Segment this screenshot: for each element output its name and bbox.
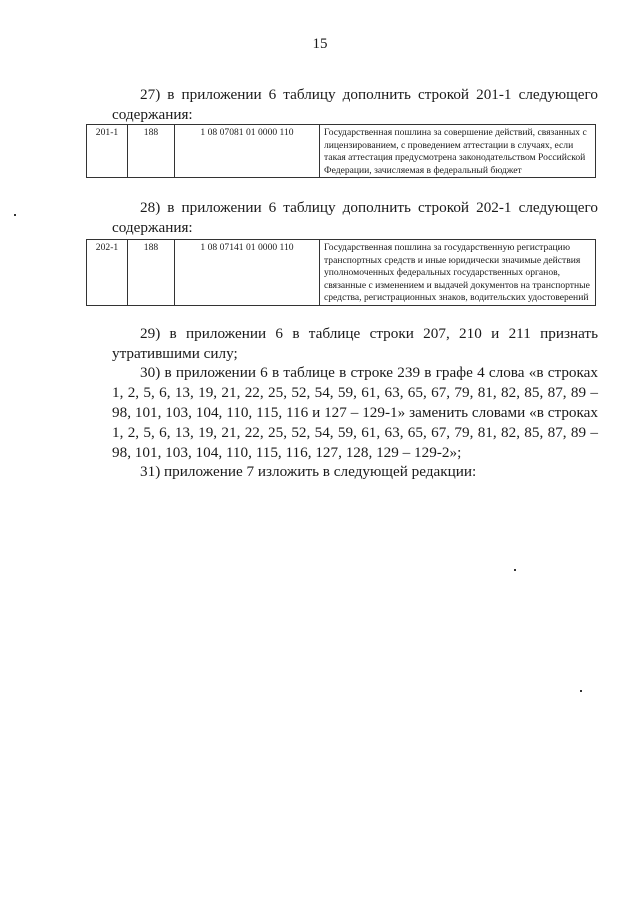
description-cell: Государственная пошлина за государственную регистрацию транспортных средств и иные юридически значимые действия уполномоченных федеральных государственных органов, связанные с изменением и выдачей документов на транспортные средства, регистрационных знаков, водительских удостоверений (320, 240, 596, 306)
row-number-cell: 201-1 (87, 125, 128, 178)
scan-speck (14, 214, 16, 216)
description-cell: Государственная пошлина за совершение действий, связанных с лицензированием, с проведением аттестации в случаях, если такая аттестация предусмотрена законодательством Российской Федерации, зачисляемая в федеральный бюджет (320, 125, 596, 178)
table-row-201-1 (86, 124, 596, 178)
table-row (87, 240, 596, 306)
kbk-cell: 1 08 07081 01 0000 110 (175, 125, 320, 178)
scan-speck (580, 690, 582, 692)
paragraph-27: 27) в приложении 6 таблицу дополнить строкой 201-1 следующего содержания: (112, 86, 598, 123)
paragraph-31: 31) приложение 7 изложить в следующей редакции: (140, 463, 477, 480)
table-row (87, 125, 596, 178)
paragraph-30: 30) в приложении 6 в таблице в строке 239 в графе 4 слова «в строках 1, 2, 5, 6, 13, 19, 21, 22, 25, 52, 54, 59, 61, 63, 65, 67, 79, 81, 82, 85, 87, 89 – 98, 101, 103, 104, 110, 115, 116 и 127 – 129-1» заменить словами «в строках 1, 2, 5, 6, 13, 19, 21, 22, 25, 52, 54, 59, 61, 63, 65, 67, 79, 81, 82, 85, 87, 89 – 98, 101, 103, 104, 110, 115, 116, 127, 128, 129 – 129-2»; (112, 364, 598, 461)
row-number-cell: 202-1 (87, 240, 128, 306)
admin-code-cell: 188 (128, 240, 175, 306)
scan-speck (514, 569, 516, 571)
page-number: 15 (312, 36, 328, 52)
paragraph-29: 29) в приложении 6 в таблице строки 207, 210 и 211 признать утратившими силу; (112, 325, 598, 362)
admin-code-cell: 188 (128, 125, 175, 178)
kbk-cell: 1 08 07141 01 0000 110 (175, 240, 320, 306)
paragraph-28: 28) в приложении 6 таблицу дополнить строкой 202-1 следующего содержания: (112, 199, 598, 236)
table-row-202-1 (86, 239, 596, 306)
